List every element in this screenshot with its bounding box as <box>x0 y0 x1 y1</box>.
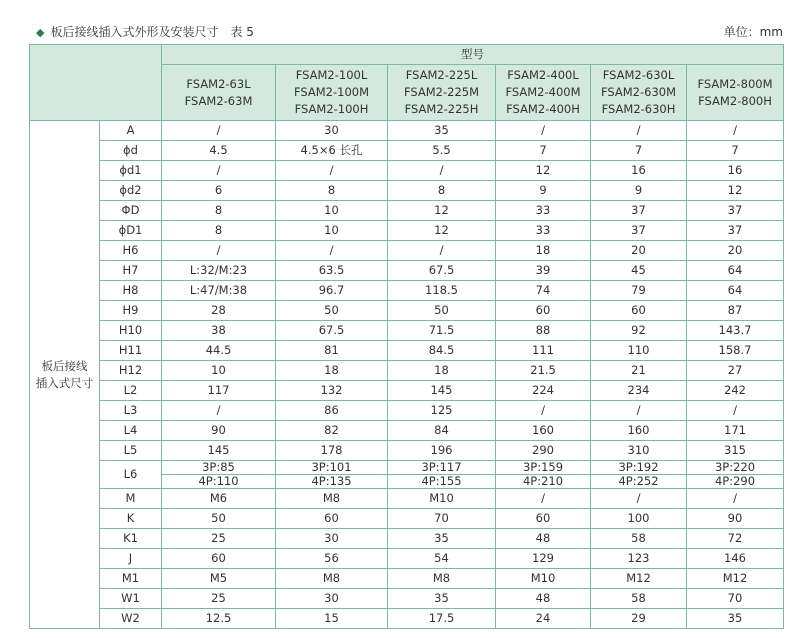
diamond-bullet-icon: ◆ <box>36 26 45 39</box>
param-cell: L5 <box>100 441 162 461</box>
value-cell: / <box>687 401 784 421</box>
value-cell: 25 <box>162 589 276 609</box>
value-cell: 20 <box>687 241 784 261</box>
value-cell: 12 <box>388 201 496 221</box>
table-row <box>30 489 784 509</box>
value-cell: 54 <box>388 549 496 569</box>
value-cell: L:47/M:38 <box>162 281 276 301</box>
param-cell: K <box>100 509 162 529</box>
value-cell: 196 <box>388 441 496 461</box>
model-header-cell <box>388 65 496 121</box>
value-cell: M8 <box>276 569 388 589</box>
value-cell: 30 <box>276 529 388 549</box>
value-cell: 27 <box>687 361 784 381</box>
value-cell: 56 <box>276 549 388 569</box>
value-cell: 290 <box>496 441 591 461</box>
value-cell: 4P:252 <box>591 475 687 489</box>
value-cell: / <box>162 121 276 141</box>
param-cell: H9 <box>100 301 162 321</box>
param-cell: L2 <box>100 381 162 401</box>
value-cell: M12 <box>591 569 687 589</box>
value-cell: 35 <box>388 529 496 549</box>
value-cell: 12.5 <box>162 609 276 629</box>
value-cell: / <box>591 401 687 421</box>
value-cell: 123 <box>591 549 687 569</box>
param-cell: ϕd2 <box>100 181 162 201</box>
param-cell: ΦD <box>100 201 162 221</box>
model-name: FSAM2-630L <box>602 68 675 82</box>
param-cell: M1 <box>100 569 162 589</box>
value-cell: 60 <box>591 301 687 321</box>
value-cell: 86 <box>276 401 388 421</box>
value-cell: 8 <box>162 201 276 221</box>
table-row <box>30 381 784 401</box>
value-cell: 118.5 <box>388 281 496 301</box>
param-cell: L4 <box>100 421 162 441</box>
value-cell: 145 <box>162 441 276 461</box>
value-cell: 30 <box>276 589 388 609</box>
value-cell: 37 <box>687 201 784 221</box>
value-cell: / <box>162 401 276 421</box>
value-cell: 160 <box>496 421 591 441</box>
value-cell: 5.5 <box>388 141 496 161</box>
value-cell: 8 <box>162 221 276 241</box>
table-row <box>30 441 784 461</box>
value-cell: 3P:159 <box>496 461 591 475</box>
value-cell: 125 <box>388 401 496 421</box>
value-cell: 10 <box>276 201 388 221</box>
value-cell: / <box>276 241 388 261</box>
value-cell: M12 <box>687 569 784 589</box>
model-name: FSAM2-63L <box>186 76 251 91</box>
value-cell: / <box>162 241 276 261</box>
value-cell: M8 <box>276 489 388 509</box>
value-cell: 39 <box>496 261 591 281</box>
corner-cell <box>30 45 162 121</box>
value-cell: 48 <box>496 529 591 549</box>
value-cell: 50 <box>276 301 388 321</box>
param-cell: K1 <box>100 529 162 549</box>
value-cell: 12 <box>388 221 496 241</box>
value-cell: 79 <box>591 281 687 301</box>
model-name: FSAM2-100H <box>294 102 369 116</box>
model-name: FSAM2-63M <box>184 93 253 108</box>
dimension-table <box>29 44 784 629</box>
value-cell: 3P:101 <box>276 461 388 475</box>
value-cell: 18 <box>496 241 591 261</box>
value-cell: 90 <box>687 509 784 529</box>
value-cell: 8 <box>388 181 496 201</box>
value-cell: 4P:135 <box>276 475 388 489</box>
value-cell: 224 <box>496 381 591 401</box>
param-cell: ϕd1 <box>100 161 162 181</box>
model-name: FSAM2-225L <box>405 68 478 82</box>
value-cell: / <box>162 161 276 181</box>
model-name: FSAM2-800H <box>698 93 772 108</box>
param-cell: H6 <box>100 241 162 261</box>
table-row <box>30 341 784 361</box>
value-cell: 58 <box>591 589 687 609</box>
value-cell: / <box>591 489 687 509</box>
section-label: 板后接线 <box>41 358 88 373</box>
value-cell: 4P:210 <box>496 475 591 489</box>
value-cell: 100 <box>591 509 687 529</box>
value-cell: 18 <box>276 361 388 381</box>
table-row <box>30 461 784 475</box>
value-cell: 84 <box>388 421 496 441</box>
param-cell: J <box>100 549 162 569</box>
value-cell: 178 <box>276 441 388 461</box>
value-cell: 45 <box>591 261 687 281</box>
model-name: FSAM2-225H <box>404 102 479 116</box>
value-cell: / <box>276 161 388 181</box>
table-row <box>30 361 784 381</box>
param-cell: H11 <box>100 341 162 361</box>
value-cell: 50 <box>162 509 276 529</box>
param-cell: ϕd <box>100 141 162 161</box>
value-cell: / <box>591 121 687 141</box>
value-cell: 20 <box>591 241 687 261</box>
value-cell: 87 <box>687 301 784 321</box>
model-header-cell <box>276 65 388 121</box>
value-cell: 18 <box>388 361 496 381</box>
value-cell: 16 <box>687 161 784 181</box>
table-row <box>30 401 784 421</box>
value-cell: 7 <box>591 141 687 161</box>
value-cell: 60 <box>496 301 591 321</box>
table-row <box>30 549 784 569</box>
value-cell: 44.5 <box>162 341 276 361</box>
value-cell: 7 <box>687 141 784 161</box>
value-cell: / <box>388 161 496 181</box>
value-cell: 234 <box>591 381 687 401</box>
value-cell: 117 <box>162 381 276 401</box>
param-cell: H8 <box>100 281 162 301</box>
value-cell: M10 <box>388 489 496 509</box>
value-cell: 17.5 <box>388 609 496 629</box>
value-cell: 9 <box>496 181 591 201</box>
value-cell: 37 <box>591 221 687 241</box>
value-cell: 10 <box>276 221 388 241</box>
value-cell: 33 <box>496 201 591 221</box>
value-cell: 38 <box>162 321 276 341</box>
value-cell: 84.5 <box>388 341 496 361</box>
value-cell: 4P:155 <box>388 475 496 489</box>
value-cell: 310 <box>591 441 687 461</box>
param-cell: L3 <box>100 401 162 421</box>
value-cell: 110 <box>591 341 687 361</box>
table-row <box>30 421 784 441</box>
param-cell: ϕD1 <box>100 221 162 241</box>
value-cell: 25 <box>162 529 276 549</box>
value-cell: L:32/M:23 <box>162 261 276 281</box>
value-cell: 92 <box>591 321 687 341</box>
unit-label: 单位：mm <box>723 25 783 39</box>
value-cell: 111 <box>496 341 591 361</box>
value-cell: 60 <box>162 549 276 569</box>
value-cell: 37 <box>591 201 687 221</box>
value-cell: 7 <box>496 141 591 161</box>
group-header-model: 型号 <box>162 45 784 65</box>
value-cell: M6 <box>162 489 276 509</box>
value-cell: 30 <box>276 121 388 141</box>
table-row <box>30 221 784 241</box>
param-cell: M <box>100 489 162 509</box>
value-cell: 21.5 <box>496 361 591 381</box>
model-name: FSAM2-400M <box>505 85 581 99</box>
value-cell: M8 <box>388 569 496 589</box>
value-cell: 146 <box>687 549 784 569</box>
value-cell: 158.7 <box>687 341 784 361</box>
param-cell: H10 <box>100 321 162 341</box>
value-cell: 48 <box>496 589 591 609</box>
section-label-cell <box>30 121 100 629</box>
value-cell: 4P:290 <box>687 475 784 489</box>
value-cell: 21 <box>591 361 687 381</box>
table-row <box>30 141 784 161</box>
value-cell: 171 <box>687 421 784 441</box>
value-cell: 12 <box>687 181 784 201</box>
model-name: FSAM2-100L <box>295 68 368 82</box>
value-cell: / <box>496 489 591 509</box>
value-cell: / <box>687 489 784 509</box>
model-header-cell <box>687 65 784 121</box>
table-row <box>30 161 784 181</box>
value-cell: 4P:110 <box>162 475 276 489</box>
value-cell: 4.5×6 长孔 <box>276 141 388 161</box>
value-cell: / <box>496 401 591 421</box>
param-cell: L6 <box>100 461 162 489</box>
model-header-cell <box>591 65 687 121</box>
value-cell: 64 <box>687 261 784 281</box>
value-cell: 143.7 <box>687 321 784 341</box>
value-cell: 12 <box>496 161 591 181</box>
value-cell: 3P:192 <box>591 461 687 475</box>
table-row <box>30 241 784 261</box>
table-row <box>30 181 784 201</box>
value-cell: 10 <box>162 361 276 381</box>
value-cell: 81 <box>276 341 388 361</box>
value-cell: 60 <box>276 509 388 529</box>
value-cell: 63.5 <box>276 261 388 281</box>
section-label: 插入式尺寸 <box>35 375 94 390</box>
value-cell: M10 <box>496 569 591 589</box>
value-cell: 4.5 <box>162 141 276 161</box>
param-cell: A <box>100 121 162 141</box>
table-row <box>30 121 784 141</box>
value-cell: 90 <box>162 421 276 441</box>
value-cell: 64 <box>687 281 784 301</box>
model-name: FSAM2-800M <box>697 76 773 91</box>
table-row <box>30 509 784 529</box>
value-cell: 67.5 <box>276 321 388 341</box>
table-row <box>30 281 784 301</box>
value-cell: / <box>388 241 496 261</box>
model-name: FSAM2-630M <box>600 85 677 99</box>
model-name: FSAM2-400H <box>506 102 580 116</box>
param-cell: W2 <box>100 609 162 629</box>
model-header-cell <box>162 65 276 121</box>
param-cell: W1 <box>100 589 162 609</box>
value-cell: 3P:220 <box>687 461 784 475</box>
value-cell: M5 <box>162 569 276 589</box>
table-caption <box>36 24 783 40</box>
value-cell: 58 <box>591 529 687 549</box>
value-cell: 16 <box>591 161 687 181</box>
value-cell: 74 <box>496 281 591 301</box>
value-cell: 88 <box>496 321 591 341</box>
table-row <box>30 201 784 221</box>
value-cell: 29 <box>591 609 687 629</box>
model-name: FSAM2-400L <box>507 68 579 82</box>
value-cell: 33 <box>496 221 591 241</box>
value-cell: 24 <box>496 609 591 629</box>
model-name: FSAM2-100M <box>293 85 370 99</box>
value-cell: 145 <box>388 381 496 401</box>
table-row <box>30 609 784 629</box>
table-title: 板后接线插入式外形及安装尺寸 表 5 <box>50 25 254 39</box>
value-cell: 132 <box>276 381 388 401</box>
table-row <box>30 261 784 281</box>
value-cell: 8 <box>276 181 388 201</box>
param-cell: H12 <box>100 361 162 381</box>
value-cell: 50 <box>388 301 496 321</box>
value-cell: 242 <box>687 381 784 401</box>
value-cell: 160 <box>591 421 687 441</box>
value-cell: 82 <box>276 421 388 441</box>
model-name: FSAM2-225M <box>403 85 480 99</box>
value-cell: 72 <box>687 529 784 549</box>
value-cell: 67.5 <box>388 261 496 281</box>
table-row <box>30 589 784 609</box>
value-cell: 9 <box>591 181 687 201</box>
value-cell: 70 <box>388 509 496 529</box>
value-cell: 37 <box>687 221 784 241</box>
model-name: FSAM2-630H <box>601 102 676 116</box>
value-cell: / <box>496 121 591 141</box>
value-cell: / <box>687 121 784 141</box>
table-row <box>30 301 784 321</box>
value-cell: 315 <box>687 441 784 461</box>
value-cell: 129 <box>496 549 591 569</box>
value-cell: 3P:117 <box>388 461 496 475</box>
value-cell: 96.7 <box>276 281 388 301</box>
param-cell: H7 <box>100 261 162 281</box>
table-row <box>30 529 784 549</box>
table-row <box>30 569 784 589</box>
value-cell: 15 <box>276 609 388 629</box>
value-cell: 6 <box>162 181 276 201</box>
value-cell: 60 <box>496 509 591 529</box>
value-cell: 3P:85 <box>162 461 276 475</box>
value-cell: 35 <box>388 121 496 141</box>
table-row <box>30 321 784 341</box>
value-cell: 35 <box>388 589 496 609</box>
value-cell: 71.5 <box>388 321 496 341</box>
value-cell: 35 <box>687 609 784 629</box>
value-cell: 70 <box>687 589 784 609</box>
value-cell: 28 <box>162 301 276 321</box>
model-header-cell <box>496 65 591 121</box>
